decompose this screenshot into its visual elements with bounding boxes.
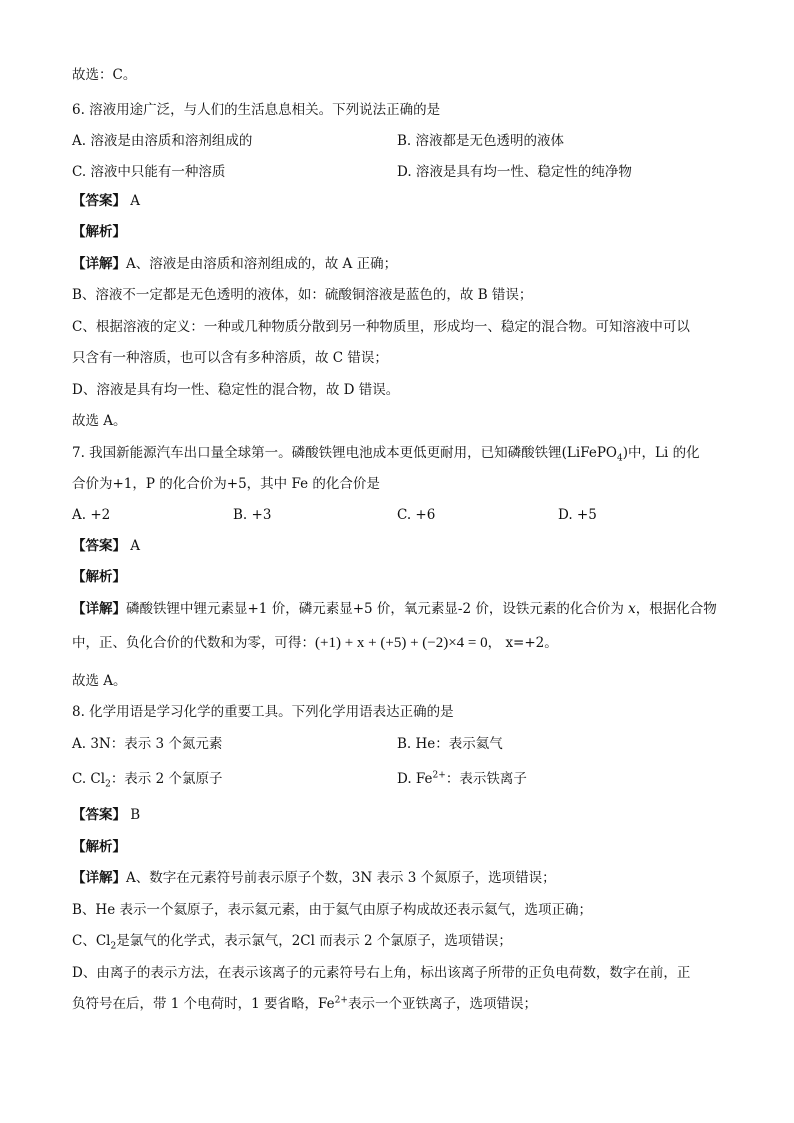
detail-text: A、数字在元素符号前表示原子个数，3N 表示 3 个氮原子，选项错误； xyxy=(126,870,556,886)
subscript: 2 xyxy=(105,779,111,790)
q6-option-a: A. 溶液是由溶质和溶剂组成的 xyxy=(72,133,253,149)
detail-text-end: 是氯气的化学式，表示氯气，2Cl 而表示 2 个氯原子，选项错误； xyxy=(116,933,512,949)
q7-answer xyxy=(72,537,140,555)
q8-option-c xyxy=(72,770,222,788)
answer-tag: 【答案】 xyxy=(72,807,126,823)
answer-value: A xyxy=(130,538,141,554)
detail-text: A、溶液是由溶质和溶剂组成的，故 A 正确； xyxy=(126,256,398,272)
subscript: 4 xyxy=(617,453,623,464)
q8-detail-1 xyxy=(72,869,556,887)
q8-option-a: A. 3N：表示 3 个氮元素 xyxy=(72,736,223,752)
q6-answer xyxy=(72,192,140,210)
q7-stem-2: 合价为+1，P 的化合价为+5，其中 Fe 的化合价是 xyxy=(72,476,380,492)
q6-detail-1 xyxy=(72,255,397,273)
q6-option-d: D. 溶液是具有均一性、稳定性的纯净物 xyxy=(397,164,632,180)
subscript: 2 xyxy=(110,941,117,952)
q7-detail-1 xyxy=(72,600,717,618)
superscript: 2+ xyxy=(334,995,348,1006)
detail-tag: 【详解】 xyxy=(72,256,126,272)
answer-value: B xyxy=(130,807,141,823)
answer-tag: 【答案】 xyxy=(72,538,126,554)
detail-text: 中，正、负化合价的代数和为零，可得： xyxy=(72,635,315,651)
q8-option-d xyxy=(397,770,527,788)
detail-tag: 【详解】 xyxy=(72,601,126,617)
q6-detail-3: C、根据溶液的定义：一种或几种物质分散到另一种物质里，形成均一、稳定的混合物。可知溶液中可以 xyxy=(72,319,690,335)
q6-analysis-tag: 【解析】 xyxy=(72,224,126,240)
q7-stem-text: 7. 我国新能源汽车出口量全球第一。磷酸铁锂电池成本更低更耐用，已知磷酸铁锂(LiFePO xyxy=(72,445,617,461)
q8-detail-2: B、He 表示一个氦原子，表示氦元素，由于氦气由原子构成故还表示氦气，选项正确； xyxy=(72,902,592,918)
q7-stem-1 xyxy=(72,444,700,462)
q6-option-c: C. 溶液中只能有一种溶质 xyxy=(72,164,226,180)
answer-tag: 【答案】 xyxy=(72,193,126,209)
variable-x: x xyxy=(628,601,636,617)
detail-text-end: ， x=+2。 xyxy=(487,635,558,651)
answer-value: A xyxy=(130,193,141,209)
q7-option-a: A. +2 xyxy=(72,507,111,523)
equation: (+1) + x + (+5) + (−2)×4 = 0 xyxy=(315,635,488,651)
q6-detail-2: B、溶液不一定都是无色透明的液体，如：硫酸铜溶液是蓝色的，故 B 错误； xyxy=(72,287,533,303)
conclusion-prev: 故选：C。 xyxy=(72,67,137,83)
superscript: 2+ xyxy=(432,770,446,781)
q8-detail-3 xyxy=(72,932,512,950)
q8-detail-5 xyxy=(72,995,537,1013)
q7-analysis-tag: 【解析】 xyxy=(72,569,126,585)
q8-stem: 8. 化学用语是学习化学的重要工具。下列化学用语表达正确的是 xyxy=(72,704,454,720)
q6-stem: 6. 溶液用途广泛，与人们的生活息息相关。下列说法正确的是 xyxy=(72,102,441,118)
detail-text: 磷酸铁锂中锂元素显+1 价，磷元素显+5 价，氧元素显-2 价，设铁元素的化合价为 xyxy=(126,601,629,617)
detail-text: 负符号在后，带 1 个电荷时，1 要省略，Fe xyxy=(72,996,335,1012)
q7-option-c: C. +6 xyxy=(397,507,436,523)
q7-detail-2 xyxy=(72,634,558,652)
q7-conclusion: 故选 A。 xyxy=(72,673,127,689)
q8-option-b: B. He：表示氦气 xyxy=(397,736,503,752)
q8-detail-4: D、由离子的表示方法，在表示该离子的元素符号右上角，标出该离子所带的正负电荷数，数字在前，正 xyxy=(72,965,691,981)
q8-answer xyxy=(72,806,140,824)
q6-detail-5: D、溶液是具有均一性、稳定性的混合物，故 D 错误。 xyxy=(72,382,400,398)
option-text: D. Fe xyxy=(397,771,433,787)
q7-stem-text-end: )中，Li 的化 xyxy=(622,445,700,461)
detail-text-end: 表示一个亚铁离子，选项错误； xyxy=(347,996,537,1012)
q7-option-b: B. +3 xyxy=(233,507,272,523)
detail-tag: 【详解】 xyxy=(72,870,126,886)
detail-text: C、Cl xyxy=(72,933,111,949)
option-text-end: ：表示铁离子 xyxy=(445,771,527,787)
q6-detail-4: 只含有一种溶质，也可以含有多种溶质，故 C 错误； xyxy=(72,350,388,366)
q6-conclusion: 故选 A。 xyxy=(72,413,127,429)
q8-analysis-tag: 【解析】 xyxy=(72,839,126,855)
option-text: C. Cl xyxy=(72,771,106,787)
option-text-end: ：表示 2 个氯原子 xyxy=(110,771,223,787)
q6-option-b: B. 溶液都是无色透明的液体 xyxy=(397,133,565,149)
detail-text-end: ，根据化合物 xyxy=(635,601,717,617)
q7-option-d: D. +5 xyxy=(558,507,597,523)
